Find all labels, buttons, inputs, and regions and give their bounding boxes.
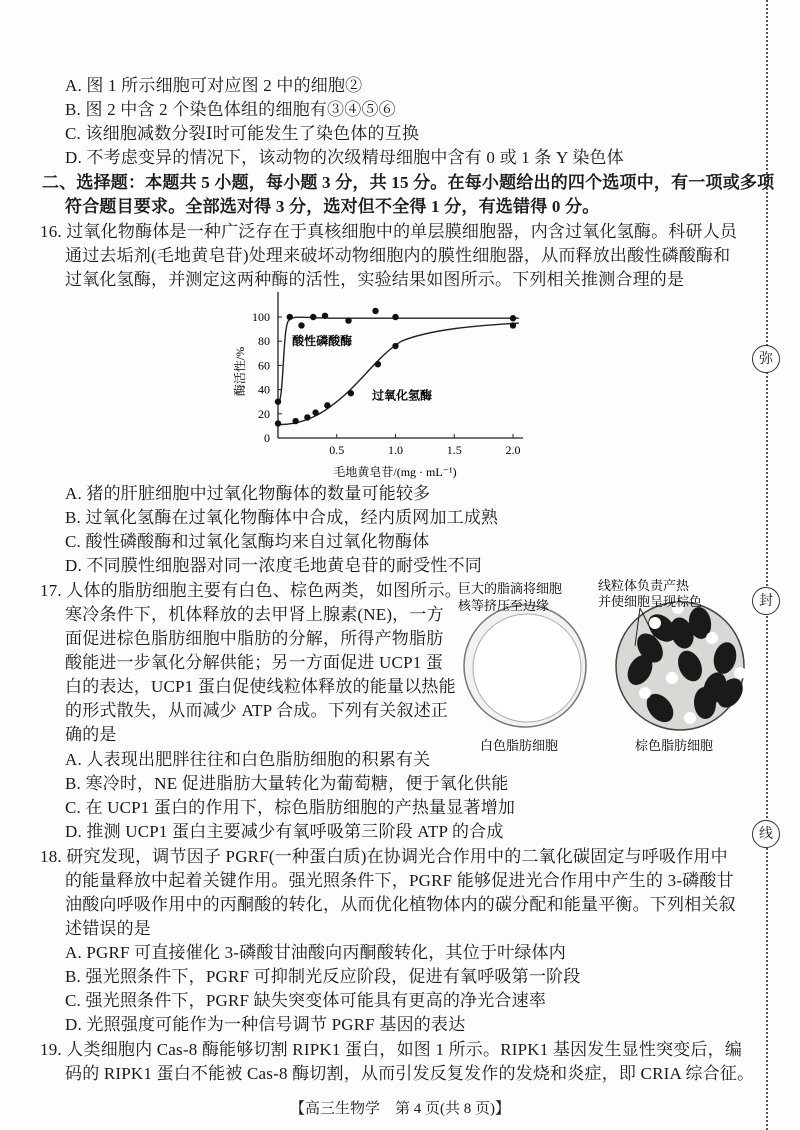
lipid-droplet [684,712,696,724]
seal-feng: 封 [752,587,780,615]
question-stem: 的形式散失，从而减少 ATP 合成。下列有关叙述正 [65,701,449,720]
seal-mi: 弥 [752,345,780,373]
data-point [312,409,318,415]
question-stem: 述错误的是 [65,919,151,938]
option-D: D. 光照强度可能作为一种信号调节 PGRF 基因的表达 [65,1015,466,1034]
white-cell-note: 核等挤压至边缘 [458,598,550,613]
series-label: 酸性磷酸酶 [292,334,353,349]
x-tick-label: 0.5 [329,443,345,457]
data-point [348,390,354,396]
brown-cell-label: 棕色脂肪细胞 [635,738,714,753]
white-cell-label: 白色脂肪细胞 [480,738,559,753]
option-A: A. PGRF 可直接催化 3-磷酸甘油酸向丙酮酸转化，其位于叶绿体内 [65,943,566,962]
option-D: D. 不同膜性细胞器对同一浓度毛地黄皂苷的耐受性不同 [65,556,482,575]
option-C: C. 该细胞减数分裂Ⅰ时可能发生了染色体的互换 [65,124,420,143]
brown-cell-note: 并使细胞呈现棕色 [598,594,703,609]
brown-fat-cell [616,602,748,730]
y-tick-label: 100 [252,310,270,324]
question-stem: 18. 研究发现，调节因子 PGRF(一种蛋白质)在协调光合作用中的二氧化碳固定与呼吸作用中 [40,847,728,866]
option-C: C. 强光照条件下，PGRF 缺失突变体可能具有更高的净光合速率 [65,991,547,1010]
x-axis-label: 毛地黄皂苷/(mg · mL⁻¹) [333,465,457,479]
question-stem: 的能量释放中起着关键作用。强光照条件下，PGRF 能够促进光合作用中产生的 3-磷酸甘 [65,871,734,890]
data-point [324,402,330,408]
option-B: B. 寒冷时，NE 促进脂肪大量转化为葡萄糖，便于氧化供能 [65,774,509,793]
section-heading: 二、选择题：本题共 5 小题，每小题 3 分，共 15 分。在每小题给出的四个选项中，有一项或多项 [42,173,775,192]
data-point [275,420,281,426]
data-point [375,361,381,367]
option-C: C. 酸性磷酸酶和过氧化氢酶均来自过氧化物酶体 [65,532,430,551]
option-B: B. 图 2 中含 2 个染色体组的细胞有③④⑤⑥ [65,100,396,119]
data-point [292,418,298,424]
option-B: B. 过氧化氢酶在过氧化物酶体中合成，经内质网加工成熟 [65,508,499,527]
brown-cell-note: 线粒体负责产热 [598,578,690,593]
data-point [345,317,351,323]
lipid-droplet [666,672,678,684]
option-C: C. 在 UCP1 蛋白的作用下，棕色脂肪细胞的产热量显著增加 [65,798,516,817]
option-D: D. 不考虑变异的情况下，该动物的次级精母细胞中含有 0 或 1 条 Y 染色体 [65,148,624,167]
option-A: A. 猪的肝脏细胞中过氧化物酶体的数量可能较多 [65,484,431,503]
question-stem: 码的 RIPK1 蛋白不能被 Cas-8 酶切割，从而引发反复发作的发烧和炎症，即 CRIA 综合征。 [65,1064,755,1083]
white-fat-cell [464,605,586,727]
data-point [304,414,310,420]
question-stem: 16. 过氧化物酶体是一种广泛存在于真核细胞中的单层膜细胞器，内含过氧化氢酶。科研人员 [40,222,738,241]
x-tick-label: 1.0 [388,443,403,457]
y-axis-label: 酶活性/% [233,346,247,397]
page-footer: 【高三生物学 第 4 页(共 8 页)】 [290,1101,510,1117]
data-point [275,399,281,405]
question-stem: 17. 人体的脂肪细胞主要有白色、棕色两类，如图所示。 [40,581,462,600]
question-stem: 酸能进一步氧化分解供能；另一方面促进 UCP1 蛋 [65,653,444,672]
y-tick-label: 0 [264,431,270,445]
option-A: A. 图 1 所示细胞可对应图 2 中的细胞② [65,76,363,95]
question-stem: 19. 人类细胞内 Cas-8 酶能够切割 RIPK1 蛋白，如图 1 所示。RIPK1 基因发生显性突变后，编 [40,1040,743,1059]
y-tick-label: 80 [258,334,270,349]
data-point [510,322,516,328]
question-stem: 面促进棕色脂肪细胞中脂肪的分解，所得产物脂肪 [65,629,444,648]
question-stem: 过氧化氢酶，并测定这两种酶的活性，实验结果如图所示。下列相关推测合理的是 [65,270,685,289]
seal-xian: 线 [752,820,780,848]
data-point [392,343,398,349]
data-point [510,315,516,321]
lipid-droplet [734,667,746,679]
data-point [298,322,304,328]
data-point [392,314,398,320]
series-label: 过氧化氢酶 [372,388,433,403]
y-tick-label: 40 [258,382,270,397]
data-point [372,308,378,314]
question-stem: 油酸向呼吸作用中的丙酮酸的转化，从而优化植物体内的碳分配和能量平衡。下列相关叙 [65,895,736,914]
question-stem: 寒冷条件下，机体释放的去甲肾上腺素(NE)，一方 [65,605,444,624]
option-A: A. 人表现出肥胖往往和白色脂肪细胞的积累有关 [65,750,431,769]
enzyme-activity-chart [230,290,530,480]
option-B: B. 强光照条件下，PGRF 可抑制光反应阶段，促进有氧呼吸第一阶段 [65,967,581,986]
y-tick-label: 20 [258,406,270,421]
section-heading: 符合题目要求。全部选对得 3 分，选对但不全得 1 分，有选错得 0 分。 [65,197,600,216]
data-point [310,314,316,320]
white-cell-note: 巨大的脂滴将细胞 [458,581,563,596]
data-point [287,314,293,320]
x-tick-label: 1.5 [446,443,462,457]
question-stem: 白的表达，UCP1 蛋白促使线粒体释放的能量以热能 [65,677,456,696]
option-D: D. 推测 UCP1 蛋白主要减少有氧呼吸第三阶段 ATP 的合成 [65,822,504,841]
question-stem: 确的是 [65,725,117,744]
data-point [322,313,328,319]
x-tick-label: 2.0 [505,443,521,457]
fat-cell-figure [450,578,750,758]
lipid-droplet [639,687,651,699]
question-stem: 通过去垢剂(毛地黄皂苷)处理来破坏动物细胞内的膜性细胞器，从而释放出酸性磷酸酶和 [65,246,731,265]
lipid-droplet [649,617,661,629]
binding-line [766,0,768,1130]
y-tick-label: 60 [258,358,270,373]
lipid-droplet [706,632,718,644]
